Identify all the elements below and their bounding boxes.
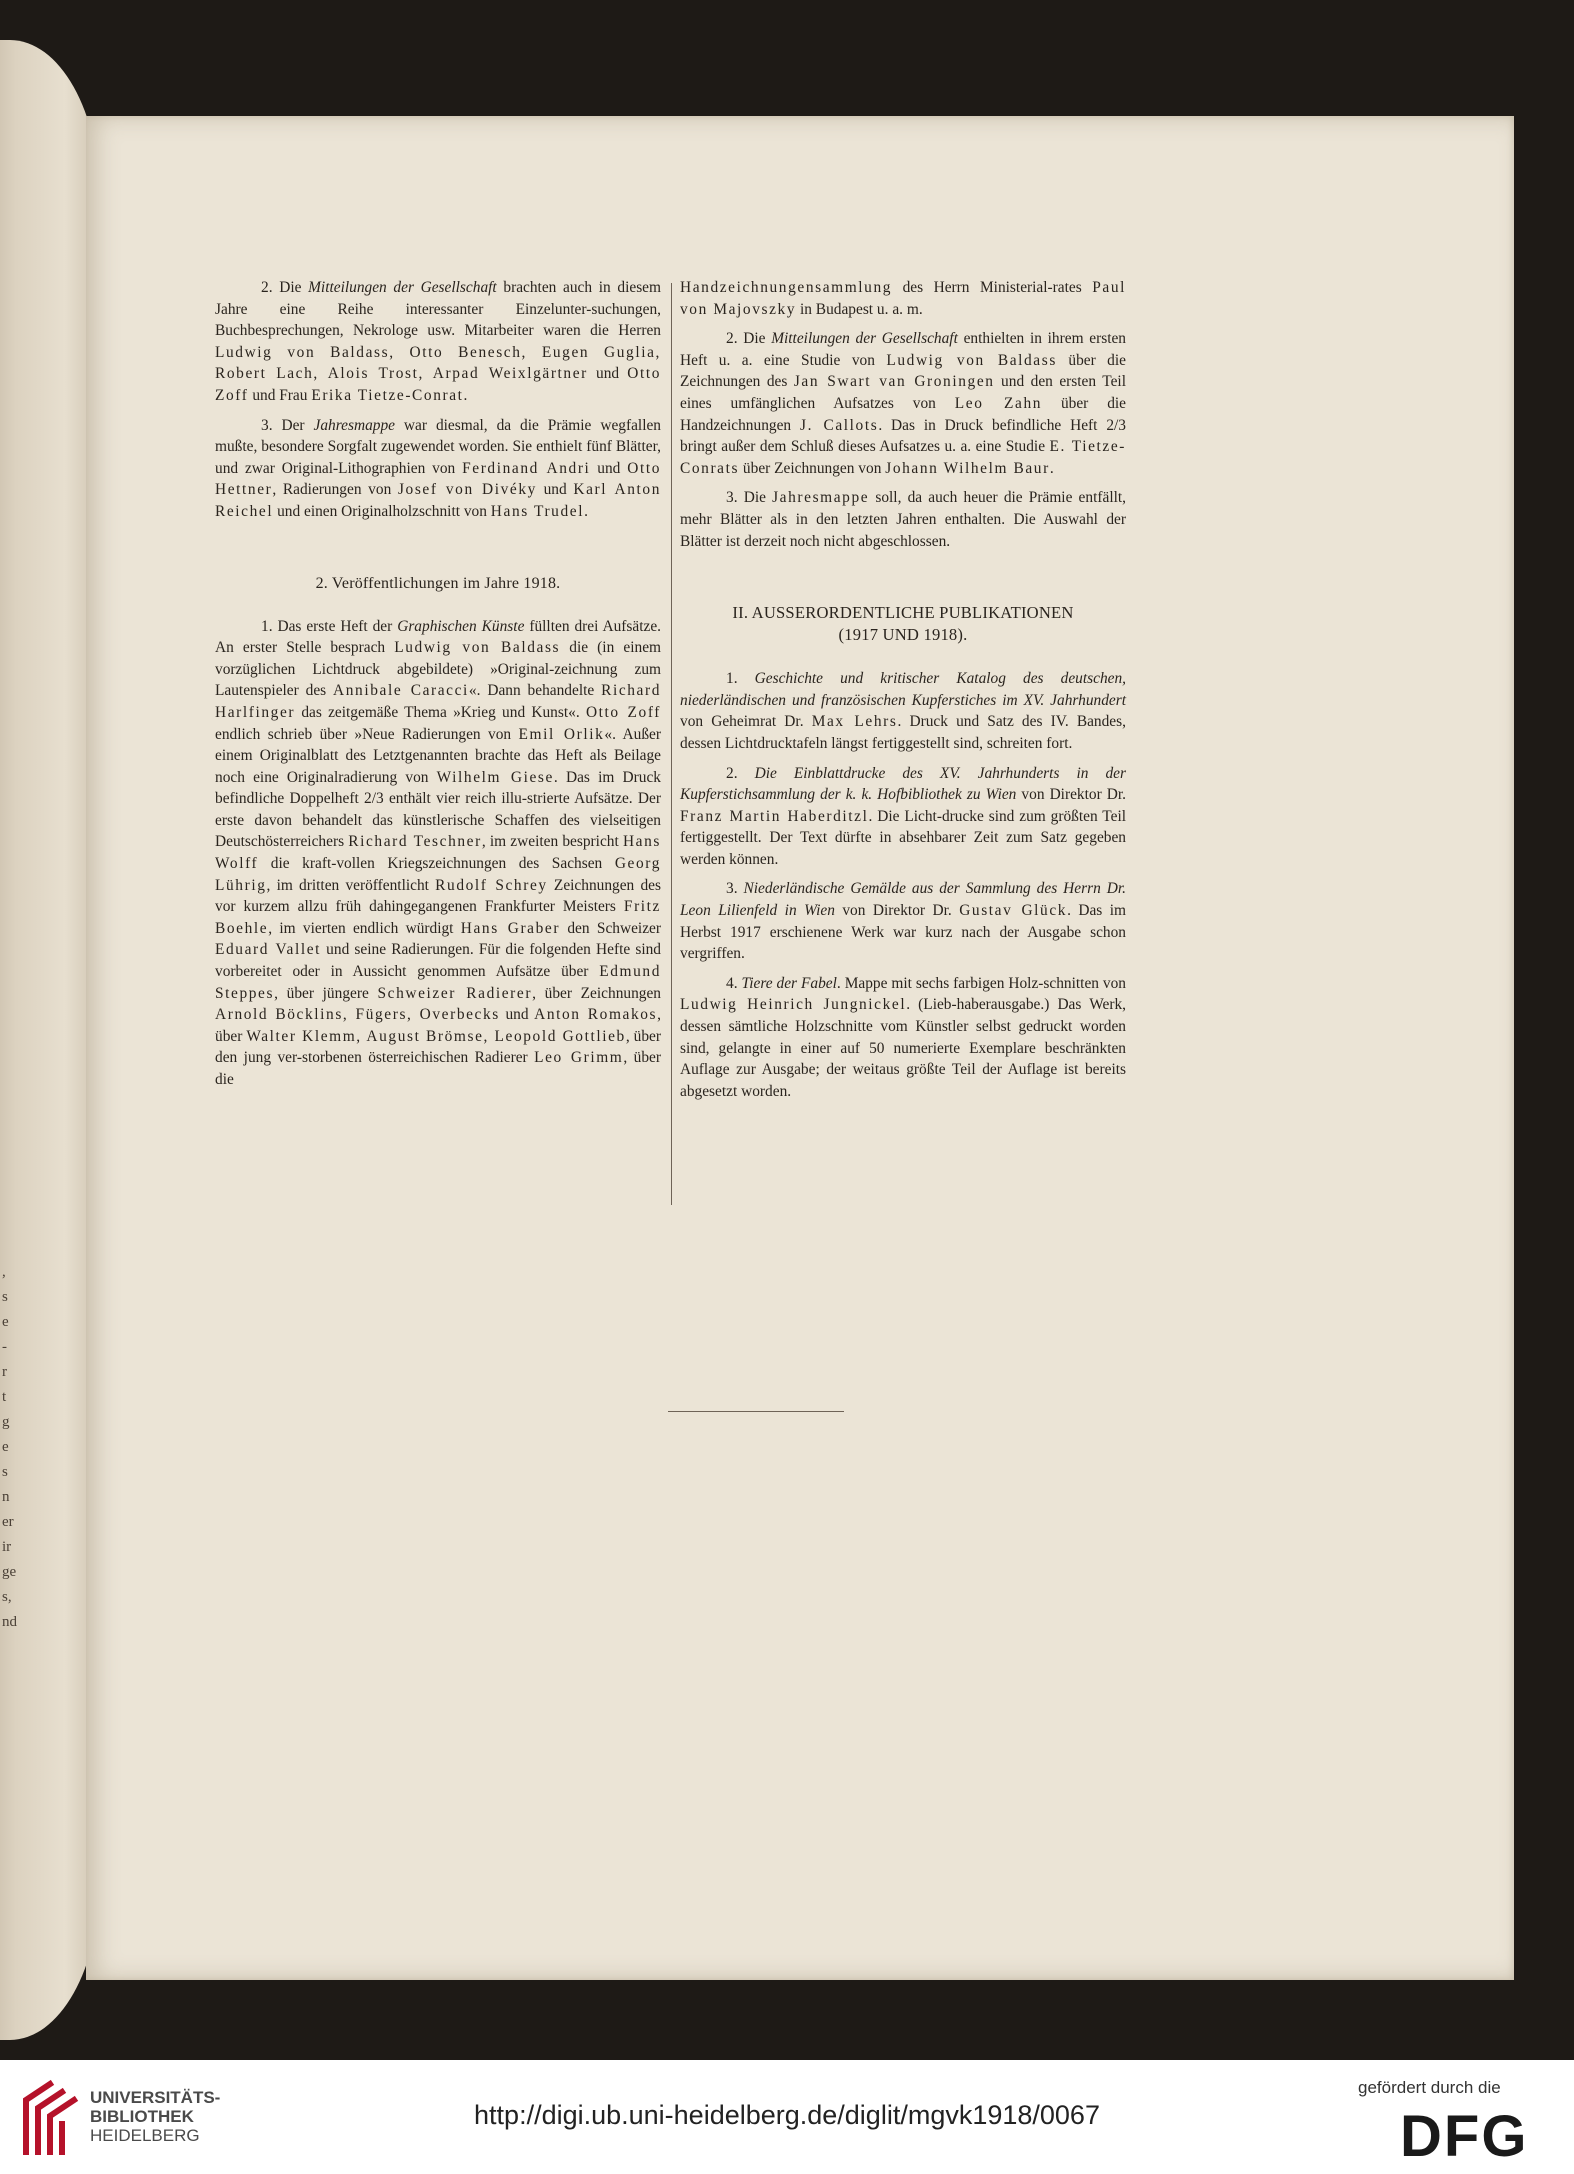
- section-heading-publications-1918: 2. Veröffentlichungen im Jahre 1918.: [315, 574, 561, 592]
- margin-char: r: [2, 1364, 7, 1380]
- margin-char: g: [2, 1414, 10, 1430]
- heading-line-2: (1917 UND 1918).: [838, 625, 968, 645]
- library-name-line-1: UNIVERSITÄTS-: [90, 2088, 221, 2107]
- right-paragraph-kupferstich-katalog: 1. Geschichte und kritischer Katalog des deutschen, niederländischen und französischen Kupferstiches im XV. Jahrhundert von Geheimrat Dr. Max Lehrs. Druck und Satz des IV. Bandes, dessen Lichtdrucktafeln längst fertiggestellt sind, schreiten fort.: [680, 670, 1127, 752]
- left-page-edge: [0, 40, 100, 2040]
- footer-bar: [0, 2060, 1574, 2174]
- margin-char: ge: [2, 1564, 17, 1580]
- right-paragraph-jahresmappe: 3. Die Jahresmappe soll, da auch heuer die Prämie entfällt, mehr Blätter als in den letzten Jahren enthalten. Die Auswahl der Blätter ist derzeit noch nicht abgeschlossen.: [680, 489, 1126, 550]
- margin-char: e: [2, 1439, 9, 1455]
- section-end-rule: [668, 1411, 844, 1412]
- permalink-url[interactable]: http://digi.ub.uni-heidelberg.de/diglit/mgvk1918/0067: [474, 2100, 1100, 2130]
- right-paragraph-tiere-der-fabel: 4. Tiere der Fabel. Mappe mit sechs farbigen Holz-schnitten von Ludwig Heinrich Jungnickel. (Lieb-haberausgabe.) Das Werk, dessen sämtliche Holzschnitte vom Künstler selbst gedruckt worden sind, gelangte in einer auf 50 numerierte Exemplare beschränkten Auflage zur Ausgabe; der weitaus größte Teil der Auflage ist bereits abgesetzt worden.: [680, 974, 1127, 1100]
- left-margin-characters: [2, 1260, 18, 1635]
- left-paragraph-mitteilungen: 2. Die Mitteilungen der Gesellschaft brachten auch in diesem Jahre eine Reihe interessanter Einzelunter-suchungen, Buchbesprechungen, Nekrologe usw. Mitarbeiter waren die Herren Ludwig von Baldass, Otto Benesch, Eugen Guglia, Robert Lach, Alois Trost, Arpad Weixlgärtner und Otto Zoff und Frau Erika Tietze-Conrat.: [215, 279, 661, 404]
- right-paragraph-einblattdrucke: 2. Die Einblattdrucke des XV. Jahrhunderts in der Kupferstichsammlung der k. k. Hofbibliothek zu Wien von Direktor Dr. Franz Martin Haberditzl. Die Licht-drucke sind zum größten Teil fertiggestellt. Der Text dürfte in absehbarer Zeit zum Satz gegeben werden können.: [680, 764, 1126, 868]
- funding-caption: gefördert durch die: [1358, 2078, 1501, 2097]
- margin-char: s: [2, 1289, 8, 1305]
- right-paragraph-mitteilungen: 2. Die Mitteilungen der Gesellschaft enthielten in ihrem ersten Heft u. a. eine Studie von Ludwig von Baldass über die Zeichnungen des Jan Swart van Groningen und den ersten Teil eines umfänglichen Aufsatzes von Leo Zahn über die Handzeichnungen J. Callots. Das in Druck befindliche Heft 2/3 bringt außer dem Schluß dieses Aufsatzes u. a. eine Studie E. Tietze-Conrats über Zeichnungen von Johann Wilhelm Baur.: [680, 330, 1126, 477]
- margin-char: nd: [2, 1614, 17, 1630]
- margin-char: er: [2, 1514, 14, 1530]
- margin-char: -: [2, 1339, 7, 1355]
- margin-char: s,: [2, 1589, 12, 1605]
- margin-char: ir: [2, 1539, 12, 1555]
- library-name-line-2: BIBLIOTHEK: [90, 2107, 194, 2126]
- svg-text:DFG: DFG: [1400, 2108, 1529, 2160]
- library-name-line-3: HEIDELBERG: [90, 2126, 200, 2145]
- section-heading-extraordinary-publications: [680, 602, 1126, 646]
- margin-char: ,: [2, 1264, 6, 1280]
- left-paragraph-jahresmappe: 3. Der Jahresmappe war diesmal, da die Prämie wegfallen mußte, besondere Sorgfalt zugewendet worden. Sie enthielt fünf Blätter, und zwar Original-Lithographien von Ferdinand Andri und Otto Hettner, Radierungen von Josef von Divéky und Karl Anton Reichel und einen Originalholzschnitt von Hans Trudel.: [215, 416, 662, 520]
- right-paragraph-niederlaendische-gemaelde: 3. Niederländische Gemälde aus der Sammlung des Herrn Dr. Leon Lilienfeld in Wien von Direktor Dr. Gustav Glück. Das im Herbst 1917 erschienene Werk war kurz nach der Ausgabe schon vergriffen.: [680, 880, 1127, 963]
- right-column: [680, 277, 1126, 1110]
- dfg-logo-icon[interactable]: [1400, 2108, 1554, 2160]
- margin-char: n: [2, 1489, 10, 1505]
- margin-char: e: [2, 1314, 9, 1330]
- right-paragraph-continuation: Handzeichnungensammlung des Herrn Ministerial-rates Paul von Majovszky in Budapest u. a. m.: [680, 279, 1126, 318]
- heading-line-1: II. AUSSERORDENTLICHE PUBLIKATIONEN: [732, 603, 1074, 623]
- margin-char: t: [2, 1389, 7, 1405]
- margin-char: s: [2, 1464, 8, 1480]
- column-divider: [671, 283, 672, 1205]
- left-paragraph-graphische-kuenste: 1. Das erste Heft der Graphischen Künste füllten drei Aufsätze. An erster Stelle besprach Ludwig von Baldass die (in einem vorzüglichen Lichtdruck abgebildete) »Original-zeichnung zum Lautenspieler des Annibale Caracci«. Dann behandelte Richard Harlfinger das zeitgemäße Thema »Krieg und Kunst«. Otto Zoff endlich schrieb über »Neue Radierungen von Emil Orlik«. Außer einem Originalblatt des Letztgenannten brachte das Heft als Beilage noch eine Originalradierung von Wilhelm Giese. Das im Druck befindliche Doppelheft 2/3 enthält vier reich illu-strierte Aufsätze. Der erste davon behandelt das künstlerische Schaffen des vielseitigen Deutschösterreichers Richard Teschner, im zweiten bespricht Hans Wolff die kraft-vollen Kriegszeichnungen des Sachsen Georg Lührig, im dritten veröffentlicht Rudolf Schrey Zeichnungen des vor kurzem allzu früh dahingegangenen Frankfurter Meisters Fritz Boehle, im vierten endlich würdigt Hans Graber den Schweizer Eduard Vallet und seine Radierungen. Für die folgenden Hefte sind vorbereitet oder in Aussicht genommen Aufsätze über Edmund Steppes, über jüngere Schweizer Radierer, über Zeichnungen Arnold Böcklins, Fügers, Overbecks und Anton Romakos, über Walter Klemm, August Brömse, Leopold Gottlieb, über den jung ver-storbenen österreichischen Radierer Leo Grimm, über die: [215, 617, 662, 1088]
- left-column: [215, 277, 661, 1099]
